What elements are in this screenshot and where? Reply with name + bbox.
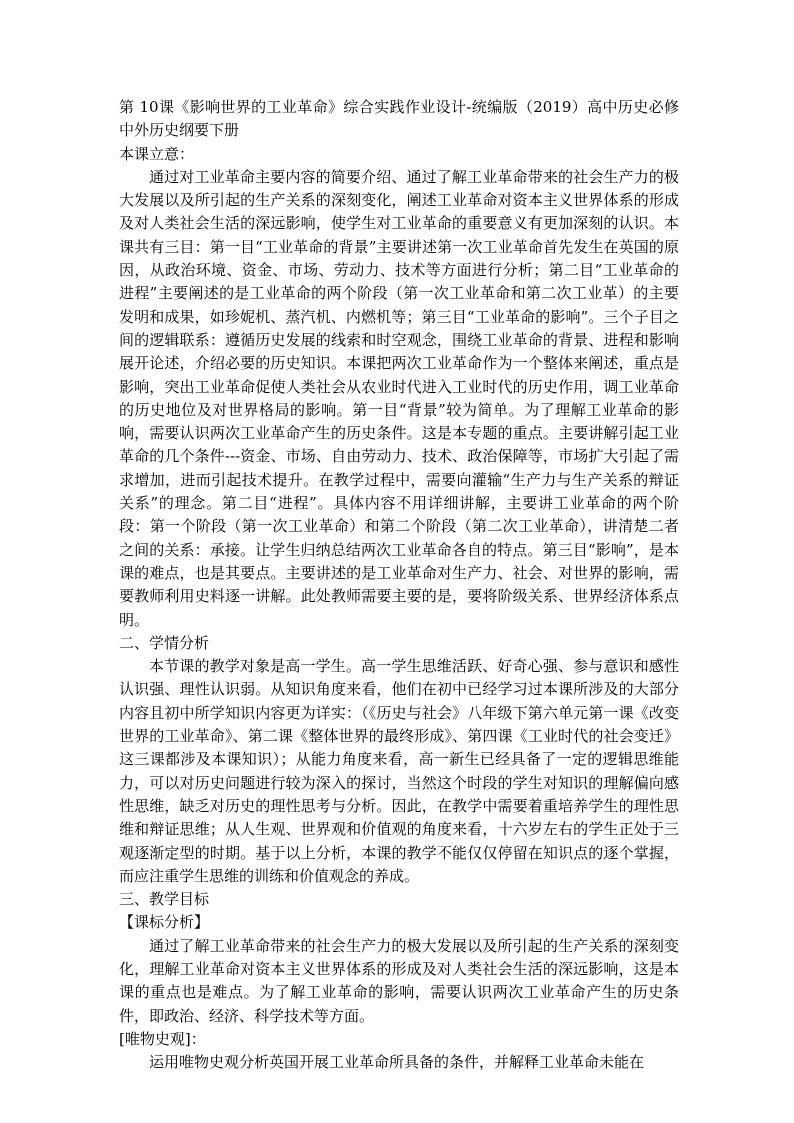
section-learner-analysis (119, 632, 679, 888)
section-heading-curriculum-analysis: 【课标分析】 (119, 913, 210, 932)
section-curriculum-analysis (119, 911, 679, 1027)
paragraph-learner-analysis: 本节课的教学对象是高一学生。高一学生思维活跃、好奇心强、参与意识和感性认识强、理性认识弱。从知识角度来看，他们在初中已经学习过本课所涉及的大部分内容且初中所学知识内容更为详实：（《历史与社会》八年级下第六单元第一课《改变世界的工业革命》、第二课《整体世界的最终形成》、第四课《工业时代的社会变迁》这三课都涉及本课知识）；从能力角度来看，高一新生已经具备了一定的逻辑思维能力，可以对历史问题进行较为深入的探讨，当然这个时段的学生对知识的理解偏向感性思维，缺乏对历史的理性思考与分析。因此，在教学中需要着重培养学生的理性思维和辩证思维；从人生观、世界观和价值观的角度来看，十六岁左右的学生正处于三观逐渐定型的时期。基于以上分析，本课的教学不能仅仅停留在知识点的逐个掌握，而应注重学生思维的训练和价值观念的养成。 (119, 657, 679, 885)
section-heading-teaching-goals: 三、教学目标 (119, 890, 210, 909)
section-heading-historical-materialism: [唯物史观]： (119, 1029, 206, 1048)
section-historical-materialism (119, 1028, 679, 1075)
section-teaching-goals (119, 888, 679, 911)
section-course-intent (119, 143, 679, 632)
document-title: 第 10课《影响世界的工业革命》综合实践作业设计-统编版（2019）高中历史必修中外历史纲要下册 (119, 98, 679, 140)
section-heading-course-intent: 本课立意： (119, 144, 195, 163)
paragraph-course-intent: 通过对工业革命主要内容的简要介绍、通过了解工业革命带来的社会生产力的极大发展以及所引起的生产关系的深刻变化，阐述工业革命对资本主义世界体系的形成及对人类社会生活的深远影响，使学生对工业革命的重要意义有更加深刻的认识。本课共有三目：第一目“工业革命的背景”主要讲述第一次工业革命首先发生在英国的原因，从政治环境、资金、市场、劳动力、技术等方面进行分析；第二目“工业革命的进程”主要阐述的是工业革命的两个阶段（第一次工业革命和第二次工业革）的主要发明和成果，如珍妮机、蒸汽机、内燃机等；第三目“工业革命的影响”。三个子目之间的逻辑联系：遵循历史发展的线索和时空观念，围绕工业革命的背景、进程和影响展开论述，介绍必要的历史知识。本课把两次工业革命作为一个整体来阐述，重点是影响，突出工业革命促使人类社会从农业时代进入工业时代的历史作用，调工业革命的历史地位及对世界格局的影响。第一目“背景”较为简单。为了理解工业革命的影响，需要认识两次工业革命产生的历史条件。这是本专题的重点。主要讲解引起工业革命的几个条件---资金、市场、自由劳动力、技术、政治保障等，市场扩大引起了需求增加，进而引起技术提升。在教学过程中，需要向灌输“生产力与生产关系的辩证关系”的理念。第二目“进程”。具体内容不用详细讲解，主要讲工业革命的两个阶段：第一个阶段（第一次工业革命）和第二个阶段（第二次工业革命），讲清楚二者之间的关系：承接。让学生归纳总结两次工业革命各自的特点。第三目“影响”，是本课的难点，也是其要点。主要讲述的是工业革命对生产力、社会、对世界的影响，需要教师利用史料逐一讲解。此处教师需要主要的是，要将阶级关系、世界经济体系点明。 (119, 167, 679, 629)
section-heading-learner-analysis: 二、学情分析 (119, 633, 210, 652)
paragraph-curriculum-analysis: 通过了解工业革命带来的社会生产力的极大发展以及所引起的生产关系的深刻变化，理解工业革命对资本主义世界体系的形成及对人类社会生活的深远影响，这是本课的重点也是难点。为了解工业革命的影响，需要认识两次工业革命产生的历史条件，即政治、经济、科学技术等方面。 (119, 936, 679, 1025)
paragraph-historical-materialism: 运用唯物史观分析英国开展工业革命所具备的条件，并解释工业革命未能在 (149, 1053, 645, 1072)
document-page (119, 96, 679, 1074)
